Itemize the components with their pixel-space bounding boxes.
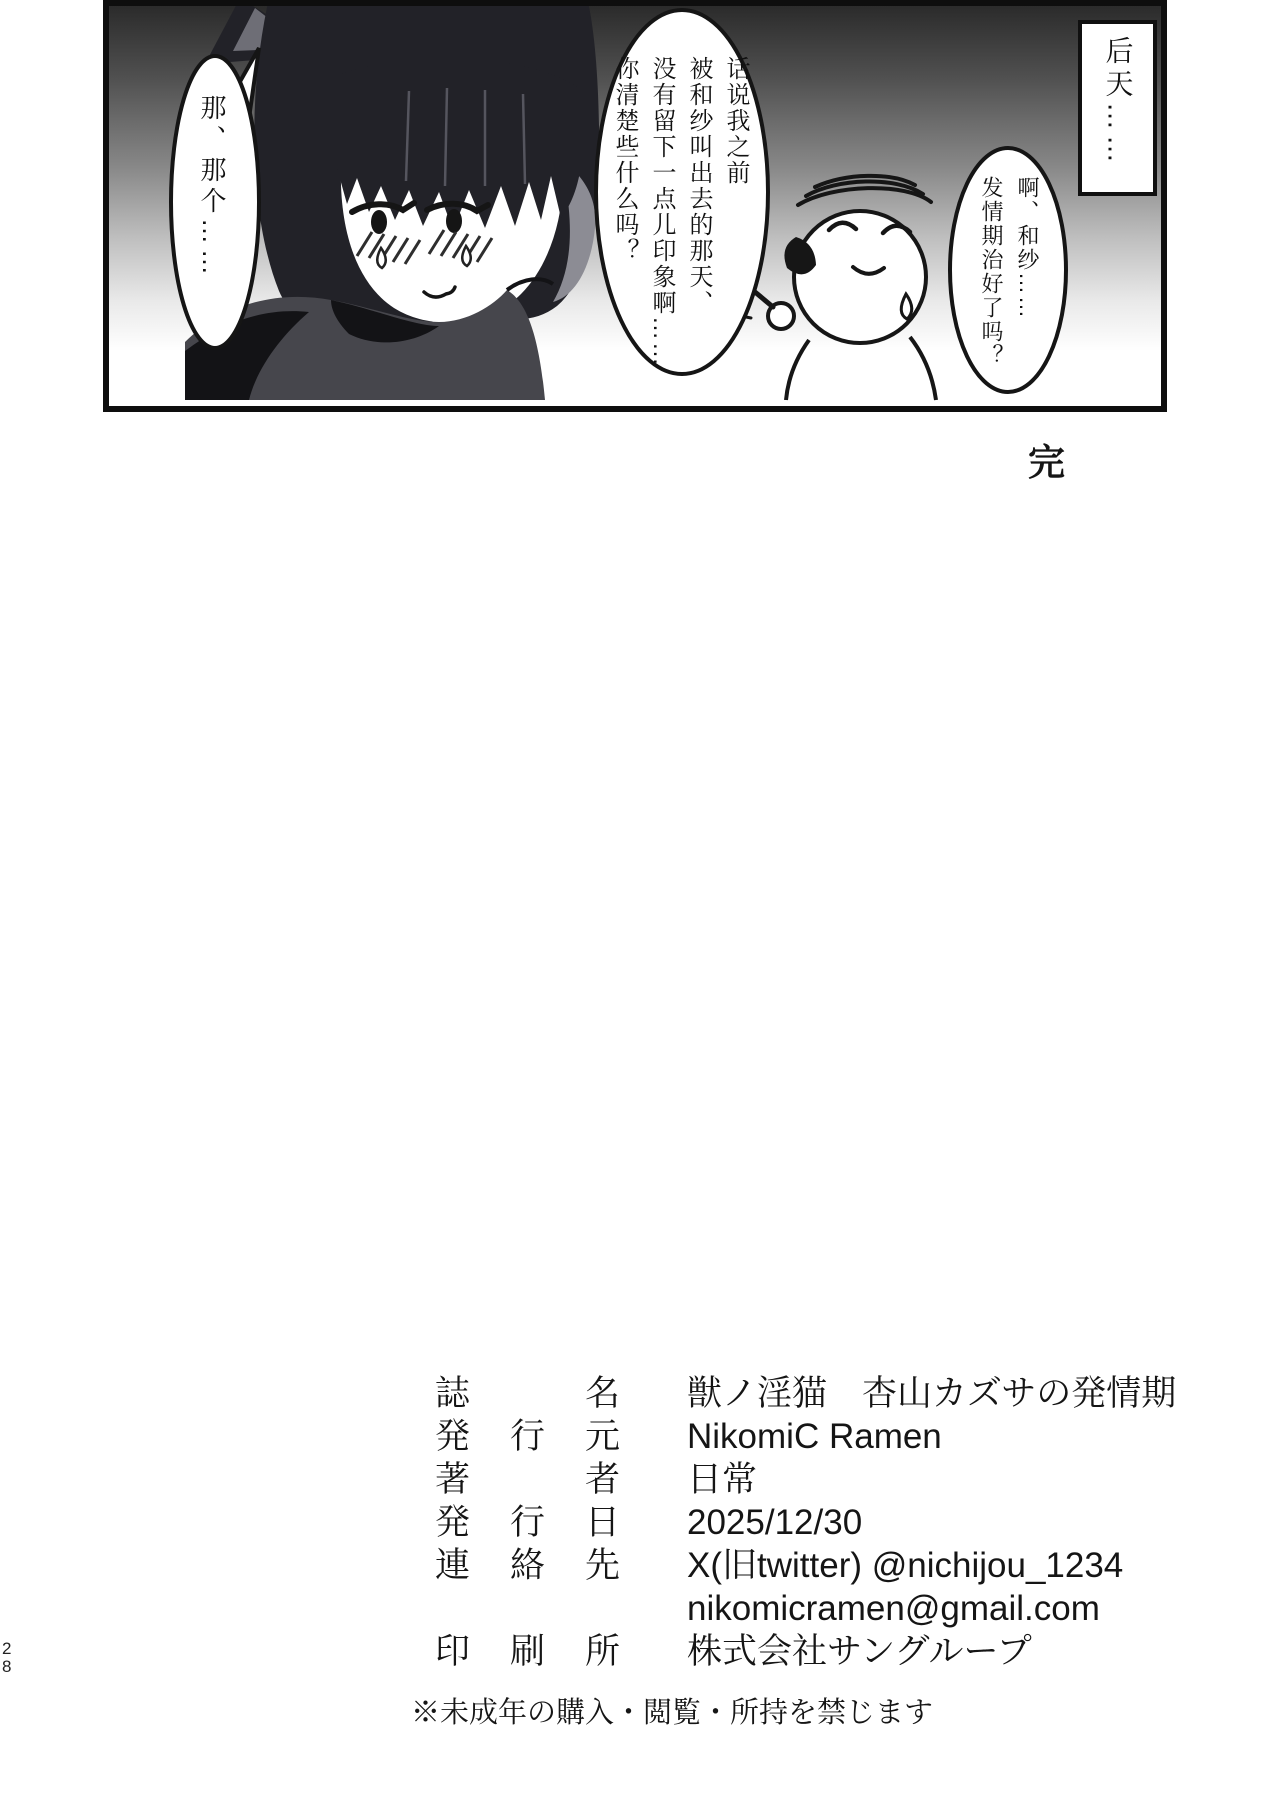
bubble-middle-line: 没有留下一点儿印象啊…… [648, 56, 675, 368]
colophon-value: 日常 [687, 1460, 758, 1499]
manga-panel [103, 0, 1167, 412]
bubble-right-line: 发情期治好了吗？ [979, 176, 1004, 368]
colophon-row [435, 1587, 1176, 1630]
bubble-right-line: 啊、和纱…… [1015, 176, 1040, 320]
end-mark: 完 [1028, 442, 1065, 483]
colophon-label: 発 行 日 [435, 1503, 620, 1542]
colophon [435, 1372, 1176, 1673]
colophon-value: 2025/12/30 [687, 1503, 863, 1542]
colophon-label: 印 刷 所 [435, 1632, 620, 1671]
colophon-row [435, 1544, 1176, 1587]
narration-text: 后天…… [1102, 36, 1134, 168]
colophon-value: nikomicramen@gmail.com [687, 1589, 1100, 1628]
colophon-row [435, 1630, 1176, 1673]
narration-box [1078, 20, 1157, 196]
bubble-middle-line: 被和纱叫出去的那天、 [685, 56, 712, 316]
colophon-value: 獣ノ淫猫 杏山カズサの発情期 [687, 1374, 1177, 1413]
bubble-middle-text [606, 56, 754, 368]
colophon-label: 著 者 [435, 1460, 620, 1499]
bubble-middle-line: 话说我之前 [722, 56, 749, 186]
colophon-value: X(旧twitter) @nichijou_1234 [687, 1546, 1124, 1585]
page-number: 28 [2, 1639, 12, 1676]
bubble-middle-line: 你清楚些什么吗？ [611, 56, 638, 264]
colophon-value: NikomiC Ramen [687, 1417, 942, 1456]
colophon-label: 発 行 元 [435, 1417, 620, 1456]
colophon-row [435, 1415, 1176, 1458]
colophon-value: 株式会社サングループ [687, 1632, 1032, 1671]
bubble-right-text [973, 176, 1045, 376]
colophon-label: 誌 名 [435, 1374, 620, 1413]
colophon-row [435, 1501, 1176, 1544]
bubble-left-text: 那、那个…… [197, 94, 227, 280]
age-disclaimer: ※未成年の購入・閲覧・所持を禁じます [411, 1697, 934, 1729]
colophon-row [435, 1458, 1176, 1501]
colophon-row [435, 1372, 1176, 1415]
colophon-label: 連 絡 先 [435, 1546, 620, 1585]
